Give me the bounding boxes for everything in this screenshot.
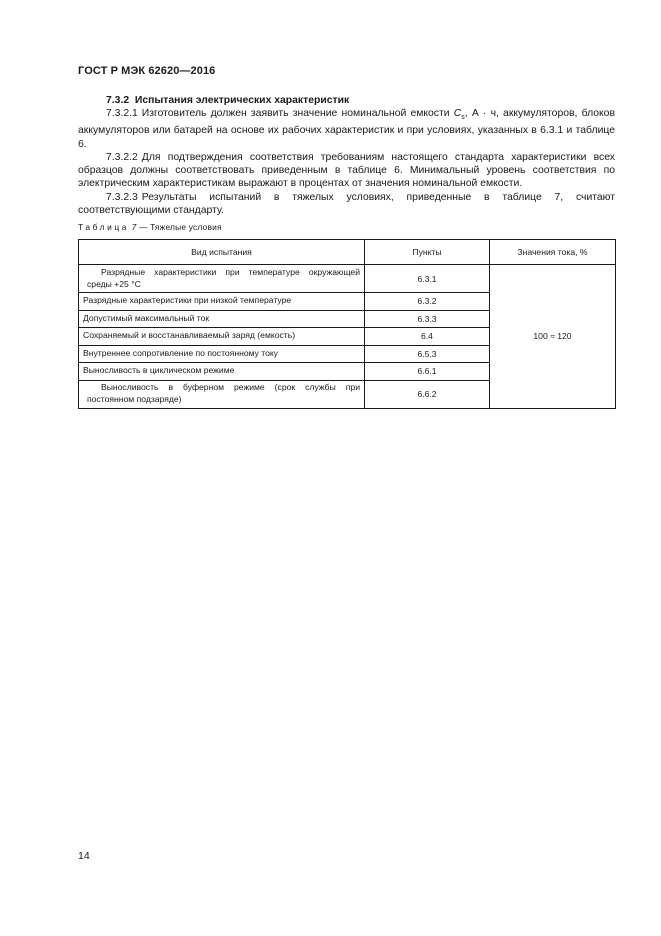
paragraph-number: 7.3.2.2 (106, 151, 138, 163)
paragraph-7-3-2-2 (78, 151, 615, 191)
clause-cell: 6.3.3 (365, 310, 490, 328)
capacity-symbol: C (453, 108, 462, 120)
clause-cell: 6.6.2 (365, 380, 490, 408)
test-name-cell: Допустимый максимальный ток (79, 310, 365, 328)
paragraph-text-part: Изготовитель должен заявить значение номинальной емкости (141, 108, 454, 120)
page-number: 14 (78, 850, 90, 862)
paragraph-number: 7.3.2.3 (106, 191, 138, 203)
severe-conditions-table (78, 239, 616, 409)
test-name-cell: Выносливость в буферном режиме (срок службы при постоянном подзаряде) (79, 380, 365, 408)
clause-cell: 6.4 (365, 328, 490, 346)
test-name-cell: Разрядные характеристики при низкой температуре (79, 293, 365, 311)
column-header-test-type: Вид испытания (79, 240, 365, 265)
current-value-cell: 100 ≈ 120 (490, 265, 616, 409)
paragraph-number: 7.3.2.1 (106, 108, 138, 120)
paragraph-7-3-2-1 (78, 107, 615, 151)
section-7-3-2 (78, 94, 615, 217)
paragraph-7-3-2-3 (78, 191, 615, 217)
table-caption-title: — Тяжелые условия (138, 222, 222, 232)
column-header-clauses: Пункты (365, 240, 490, 265)
section-heading (78, 94, 615, 107)
table-caption (78, 222, 222, 232)
test-name-cell: Внутреннее сопротивление по постоянному току (79, 345, 365, 363)
paragraph-text: Для подтверждения соответствия требованиям настоящего стандарта характеристики всех образцов должны соответствовать приведенным в таблице 6. Минимальный уровень соответствия по электрическим характеристикам выражают в процентах от значения номинальной емкости. (78, 151, 615, 190)
capacity-subscript: s (461, 114, 465, 122)
test-name-cell: Выносливость в циклическом режиме (79, 363, 365, 381)
clause-cell: 6.3.1 (365, 265, 490, 293)
table-caption-number: 7 (131, 222, 137, 232)
clause-cell: 6.5.3 (365, 345, 490, 363)
document-header: ГОСТ Р МЭК 62620—2016 (78, 65, 216, 77)
section-heading-text: Испытания электрических характеристик (134, 95, 350, 106)
test-name-cell: Сохраняемый и восстанавливаемый заряд (емкость) (79, 328, 365, 346)
paragraph-text: Результаты испытаний в тяжелых условиях, приведенные в таблице 7, считают соответствующими стандарту. (78, 191, 615, 216)
column-header-current: Значения тока, % (490, 240, 616, 265)
paragraph-text-part: , А · ч, аккумуляторов, блоков аккумуляторов или батарей на основе их рабочих характеристик и при условиях, указанных в 6.3.1 и таблице 6. (78, 108, 615, 150)
table-caption-word: Таблица (78, 222, 130, 232)
table-row (79, 265, 616, 293)
section-heading-number: 7.3.2 (106, 95, 130, 106)
test-name-cell: Разрядные характеристики при температуре окружающей среды +25 °С (79, 265, 365, 293)
clause-cell: 6.3.2 (365, 293, 490, 311)
clause-cell: 6.6.1 (365, 363, 490, 381)
